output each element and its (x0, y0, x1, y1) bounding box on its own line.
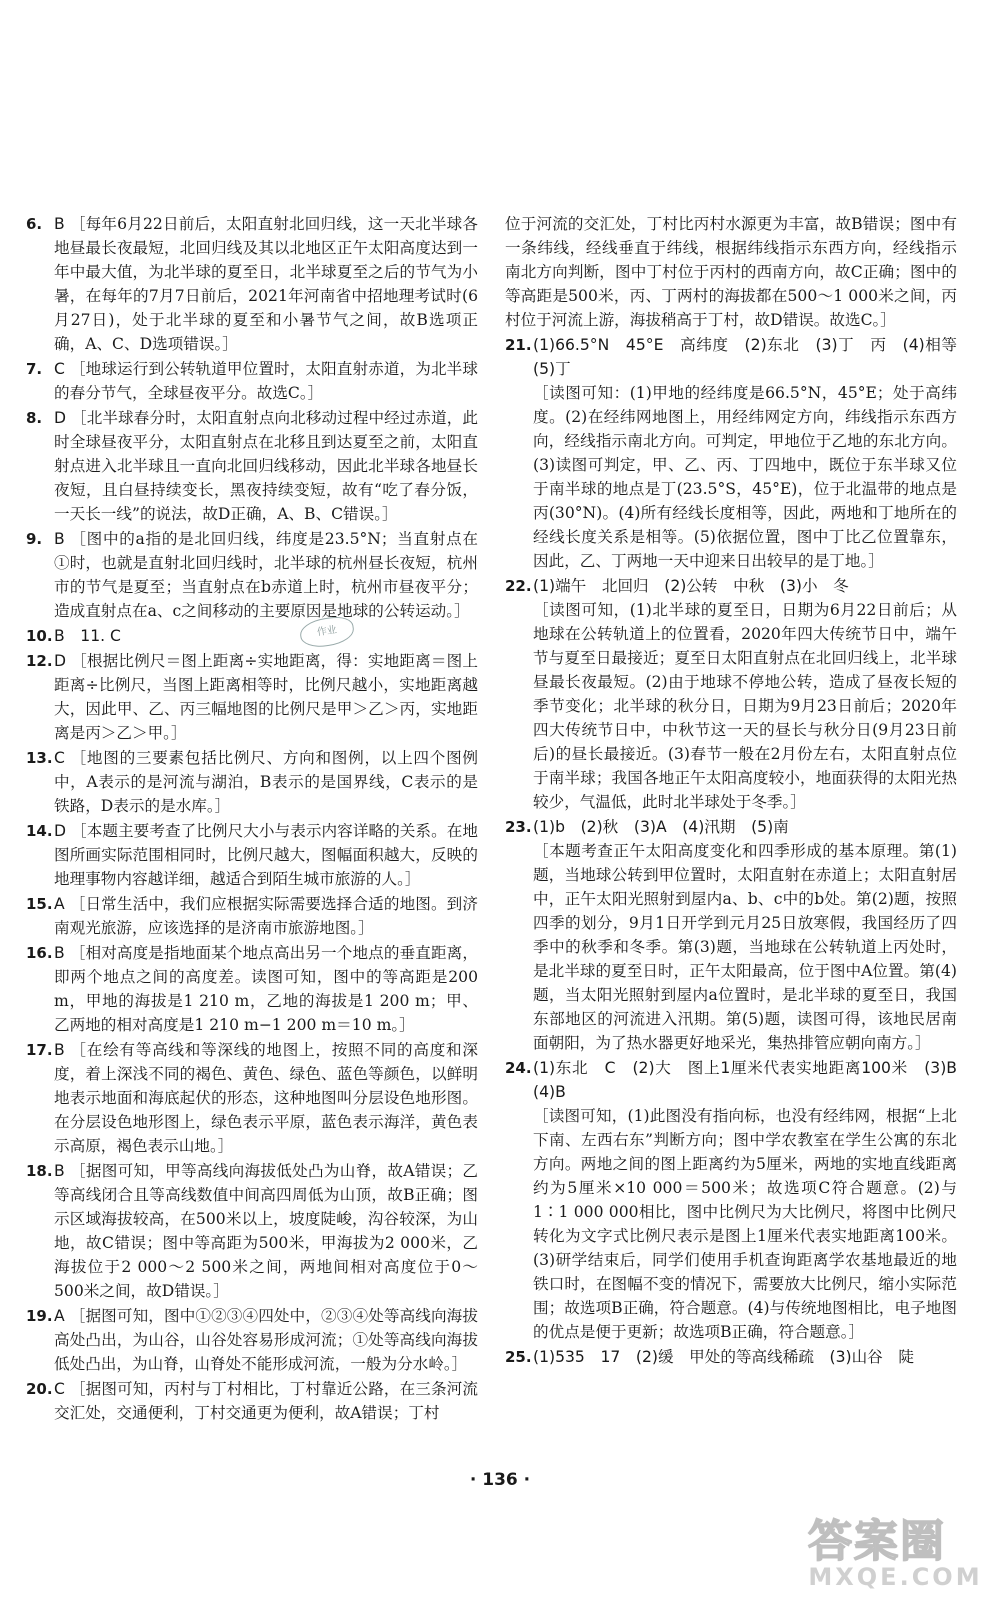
answer-item (26, 624, 478, 648)
question-number: 21. (505, 336, 532, 354)
explanation-text: ［据图可知，甲等高线向海拔低处凸为山脊，故A错误；乙等高线闭合且等高线数值中间高四周低为山顶，故B正确；图示区域海拔较高，在500米以上，坡度陡峻，沟谷较深，为山地，故C错误；图中等高距为500米，甲海拔为2 000米，乙海拔位于2 000～2 500米之间，两地间相对高度位于0～500米之间，故D错误。］ (54, 1162, 478, 1300)
answer-item (505, 815, 957, 1055)
answer-body (54, 406, 478, 526)
answer-body (54, 819, 478, 891)
answer-choice: C (54, 1380, 65, 1398)
answer-choice: B (54, 944, 65, 962)
question-number: 6. (26, 215, 43, 233)
explanation-text: ［地图的三要素包括比例尺、方向和图例，以上四个图例中，A表示的是河流与湖泊，B表示的是国界线，C表示的是铁路，D表示的是水库。］ (54, 749, 478, 815)
question-number: 16. (26, 944, 53, 962)
explanation-text: ［日常生活中，我们应根据实际需要选择合适的地图。到济南观光旅游，应该选择的是济南市旅游地图。］ (54, 895, 478, 937)
answer-choice: A (54, 1307, 65, 1325)
answer-choice: A (54, 895, 65, 913)
answer-body (54, 941, 478, 1037)
answer-body (54, 1377, 478, 1425)
explanation-text: ［本题主要考查了比例尺大小与表示内容详略的关系。在地图所画实际范围相同时，比例尺越大，图幅面积越大，反映的地理事物内容越详细，越适合到陌生城市旅游的人。］ (54, 822, 478, 888)
answer-item (26, 527, 478, 623)
question-number: 18. (26, 1162, 53, 1180)
question-number: 25. (505, 1348, 532, 1366)
answer-body (54, 624, 478, 648)
answer-choice: B (54, 1162, 65, 1180)
question-number: 19. (26, 1307, 53, 1325)
answer-item (26, 1377, 478, 1425)
answer-body (533, 1345, 957, 1369)
answer-body (505, 212, 957, 332)
answer-body (533, 1056, 973, 1344)
answer-choice: B (54, 530, 65, 548)
answer-item (26, 212, 478, 356)
watermark-logo (808, 1505, 983, 1593)
answer-item (26, 406, 478, 526)
answer-choice: D (54, 409, 67, 427)
answer-item (505, 333, 973, 573)
explanation-text: ［本题考查正午太阳高度变化和四季形成的基本原理。第(1)题，当地球公转到甲位置时，太阳直射在赤道上；太阳直射居中，正午太阳光照射到屋内a、b、c中的b处。第(2)题，按照四季的划分，9月1日开学到元月25日放寒假，我国经历了四季中的秋季和冬季。第(3)题，当地球在公转轨道上丙处时，是北半球的夏至日时，正午太阳最高，位于图中A位置。第(4)题，当太阳光照射到屋内a位置时，是北半球的夏至日，我国东部地区的河流进入汛期。第(5)题，读图可得，该地民居南面朝阳，为了热水器更好地采光，集热排管应朝向南方。］ (533, 842, 957, 1052)
question-number: 17. (26, 1041, 53, 1059)
answer-choice: (1)端午 北回归 (2)公转 中秋 (3)小 冬 (533, 577, 849, 595)
answer-item (26, 357, 478, 405)
answer-choice: (1)东北 C (2)大 图上1厘米代表实地距离100米 (3)B (4)B (533, 1059, 973, 1101)
answer-body (54, 212, 478, 356)
answer-item (26, 892, 478, 940)
explanation-text: ［在绘有等高线和等深线的地图上，按照不同的高度和深度，着上深浅不同的褐色、黄色、绿色、蓝色等颜色，以鲜明地表示地面和海底起伏的形态，这种地图叫分层设色地形图。在分层设色地形图上，绿色表示平原，蓝色表示海洋，黄色表示高原，褐色表示山地。］ (54, 1041, 478, 1155)
question-number: 10. (26, 627, 53, 645)
answer-item (505, 212, 957, 332)
explanation-text: ［地球运行到公转轨道甲位置时，太阳直射赤道，为北半球的春分节气，全球昼夜平分。故选C。］ (54, 360, 478, 402)
answer-item (26, 1304, 478, 1376)
answer-body (54, 892, 478, 940)
left-column (26, 212, 478, 1426)
answer-item (505, 1345, 957, 1369)
explanation-text: ［读图可知：(1)甲地的经纬度是66.5°N，45°E；处于高纬度。(2)在经纬网地图上，用经纬网定方向，纬线指示东西方向，经线指示南北方向。可判定，甲地位于乙地的东北方向。(3)读图可判定，甲、乙、丙、丁四地中，既位于东半球又位于南半球的地点是丁(23.5°S，45°E)，位于北温带的地点是丙(30°N)。(4)所有经线长度相等，因此，两地和丁地所在的经线长度关系是相等。(5)依据位置，图中丁比乙位置靠东，因此，乙、丁两地一天中迎来日出较早的是丁地。］ (533, 384, 957, 570)
question-number: 15. (26, 895, 53, 913)
answer-choice: D (54, 822, 67, 840)
explanation-text: 位于河流的交汇处，丁村比丙村水源更为丰富，故B错误；图中有一条纬线，经线垂直于纬线，根据纬线指示东西方向，经线指示南北方向判断，图中丁村位于丙村的西南方向，故C正确；图中的等高距是500米，丙、丁两村的海拔都在500～1 000米之间，丙村位于河流上游，海拔稍高于丁村，故D错误。故选C。］ (505, 215, 957, 329)
answer-body (533, 333, 973, 573)
answer-choice: C (54, 360, 65, 378)
explanation-text: ［每年6月22日前后，太阳直射北回归线，这一天北半球各地昼最长夜最短，北回归线及其以北地区正午太阳高度达到一年中最大值，为北半球的夏至日，北半球夏至之后的节气为小暑，在每年的7月7日前后，2021年河南省中招地理考试时(6月27日)，处于北半球的夏至和小暑节气之间，故B选项正确，A、C、D选项错误。］ (54, 215, 478, 353)
answer-body (533, 815, 957, 1055)
answer-body (54, 649, 478, 745)
explanation-text: ［据图可知，图中①②③④四处中，②③④处等高线向海拔高处凸出，为山谷，山谷处容易形成河流；①处等高线向海拔低处凸出，为山脊，山脊处不能形成河流，一般为分水岭。］ (54, 1307, 478, 1373)
question-number: 22. (505, 577, 532, 595)
answer-item (26, 819, 478, 891)
answer-choice: D (54, 652, 67, 670)
answer-body (54, 746, 478, 818)
explanation-text: ［据图可知，丙村与丁村相比，丁村靠近公路，在三条河流交汇处，交通便利，丁村交通更为便利，故A错误；丁村 (54, 1380, 478, 1422)
answer-item (26, 941, 478, 1037)
question-number: 13. (26, 749, 53, 767)
answer-item (505, 1056, 973, 1344)
question-number: 24. (505, 1059, 532, 1077)
question-number: 14. (26, 822, 53, 840)
explanation-text: ［读图可知，(1)北半球的夏至日，日期为6月22日前后；从地球在公转轨道上的位置看，2020年四大传统节日中，端午节与夏至日最接近；夏至日太阳直射点在北回归线上，北半球昼最长夜最短。(2)由于地球不停地公转，造成了昼夜长短的季节变化；北半球的秋分日，日期为9月23日前后；2020年四大传统节日中，中秋节这一天的昼长与秋分日(9月23日前后)的昼长最接近。(3)春节一般在2月份左右，太阳直射点位于南半球；我国各地正午太阳高度较小，地面获得的太阳光热较少，气温低，此时北半球处于冬季。］ (533, 601, 957, 811)
answer-body (54, 527, 478, 623)
explanation-text: ［北半球春分时，太阳直射点向北移动过程中经过赤道，此时全球昼夜平分，太阳直射点在北移且到达夏至之前，太阳直射点进入北半球且一直向北回归线移动，因此北半球各地昼长夜短，且白昼持续变长，黑夜持续变短，故有“吃了春分饭，一天长一线”的说法，故D正确，A、B、C错误。］ (54, 409, 478, 523)
answer-choice: B (54, 215, 65, 233)
answer-choice: B (54, 1041, 65, 1059)
answer-choice: (1)66.5°N 45°E 高纬度 (2)东北 (3)丁 丙 (4)相等 (5)丁 (533, 336, 973, 378)
answer-item (26, 649, 478, 745)
answer-choice: B 11. C (54, 627, 121, 645)
answer-choice: (1)535 17 (2)缓 甲处的等高线稀疏 (3)山谷 陡 (533, 1348, 914, 1366)
right-column (505, 212, 973, 1370)
answer-body (54, 357, 478, 405)
answer-item (26, 1038, 478, 1158)
answer-item (505, 574, 957, 814)
answer-choice: (1)b (2)秋 (3)A (4)汛期 (5)南 (533, 818, 789, 836)
answer-choice: C (54, 749, 65, 767)
question-number: 23. (505, 818, 532, 836)
explanation-text: ［读图可知，(1)此图没有指向标，也没有经纬网，根据“上北下南、左西右东”判断方向；图中学农教室在学生公寓的东北方向。两地之间的图上距离约为5厘米，两地的实地直线距离约为5厘米×10 000＝500米；故选项C符合题意。(2)与1∶1 000 000相比，图中比例尺为大比例尺，将图中比例尺转化为文字式比例尺表示是图上1厘米代表实地距离100米。(3)研学结束后，同学们使用手机查询距离学农基地最近的地铁口时，在图幅不变的情况下，需要放大比例尺，缩小实际范围；故选项B正确，符合题意。(4)与传统地图相比，电子地图的优点是便于更新；故选项B正确，符合题意。］ (533, 1107, 957, 1341)
answer-body (533, 574, 957, 814)
question-number: 12. (26, 652, 53, 670)
answer-item (26, 1159, 478, 1303)
explanation-text: ［图中的a指的是北回归线，纬度是23.5°N；当直射点在①时，也就是直射北回归线时，北半球的杭州昼长夜短，杭州市的节气是夏至；当直射点在b赤道上时，杭州市昼夜平分；造成直射点在a、c之间移动的主要原因是地球的公转运动。］ (54, 530, 478, 620)
watermark-title: 答案圈 (808, 1516, 946, 1567)
page-number: · 136 · (469, 1470, 531, 1490)
question-number: 20. (26, 1380, 53, 1398)
answer-body (54, 1159, 478, 1303)
watermark-url: MXQE.COM (808, 1563, 983, 1591)
answer-item (26, 746, 478, 818)
explanation-text: ［相对高度是指地面某个地点高出另一个地点的垂直距离，即两个地点之间的高度差。读图可知，图中的等高距是200 m，甲地的海拔是1 210 m，乙地的海拔是1 200 m；甲、乙两地的相对高度是1 210 m−1 200 m＝10 m。］ (54, 944, 478, 1034)
handwritten-stamp: 作业 (298, 614, 355, 649)
explanation-text: ［根据比例尺＝图上距离÷实地距离，得：实地距离＝图上距离÷比例尺，当图上距离相等时，比例尺越小，实地距离越大，因此甲、乙、丙三幅地图的比例尺是甲＞乙＞丙，实地距离是丙＞乙＞甲。］ (54, 652, 478, 742)
question-number: 7. (26, 360, 43, 378)
answer-body (54, 1304, 478, 1376)
question-number: 9. (26, 530, 43, 548)
question-number: 8. (26, 409, 43, 427)
answer-body (54, 1038, 478, 1158)
